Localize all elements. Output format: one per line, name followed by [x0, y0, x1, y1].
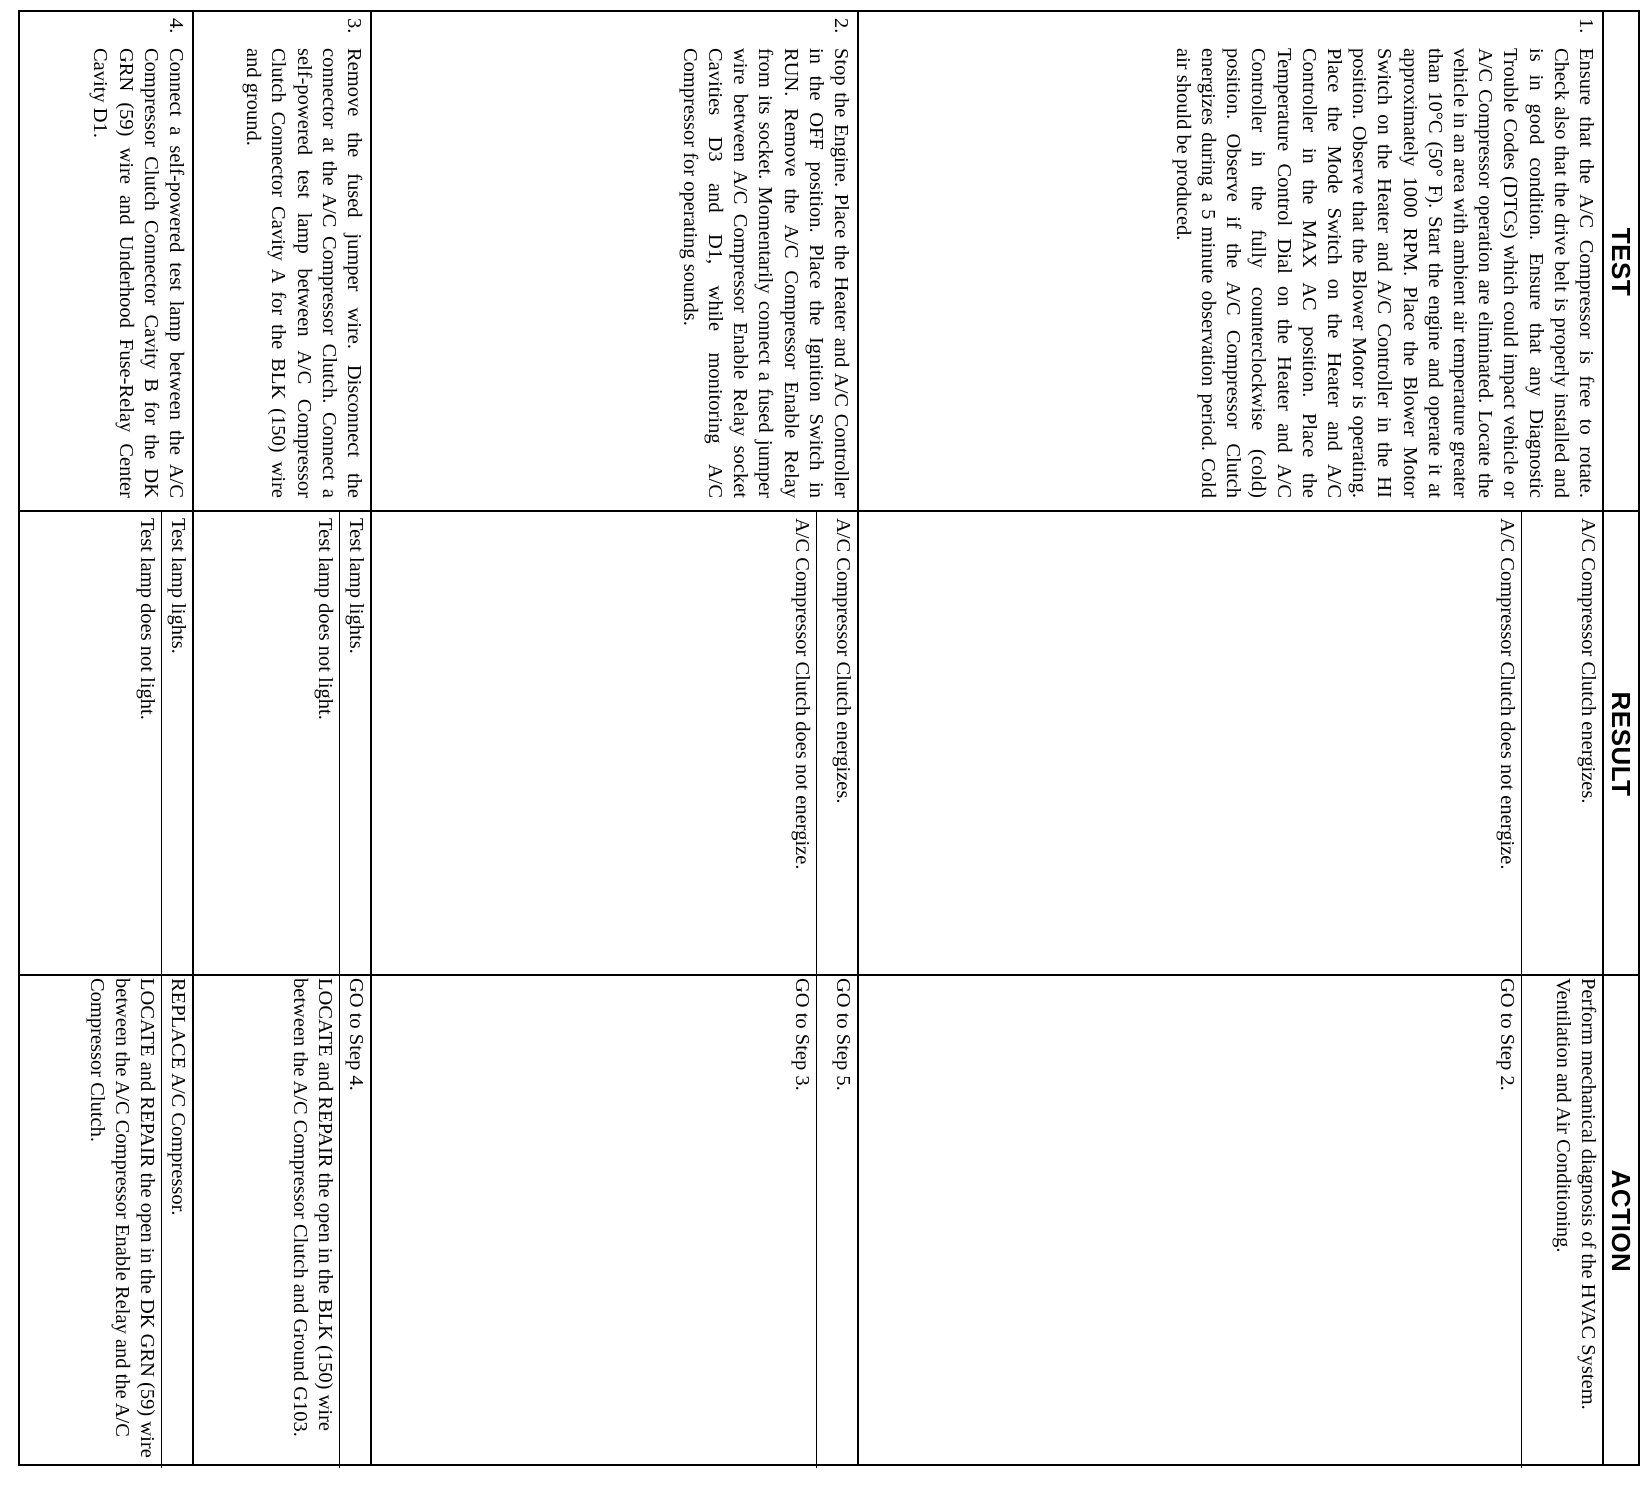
header-action: ACTION	[1606, 1169, 1636, 1273]
outcome-step-4-b	[18, 512, 162, 1468]
diagnostic-table	[18, 10, 1640, 1466]
outcome-step-3-a	[340, 512, 370, 1468]
outcome-step-1-a	[1522, 512, 1602, 1468]
action-text: GO to Step 4.	[345, 978, 367, 1091]
result-text: Test lamp does not light.	[136, 518, 158, 720]
result-text: A/C Compressor Clutch energizes.	[1577, 518, 1599, 804]
test-text-step-4	[87, 18, 188, 498]
step-number: 1.	[1575, 18, 1597, 34]
table-header-row	[1602, 12, 1638, 1464]
outcome-step-2-b	[370, 512, 817, 1468]
test-text-step-2	[677, 18, 853, 498]
test-instructions: Stop the Engine. Place the Heater and A/C Controller in the OFF position. Place the Ignition Switch in RUN. Remove the A/C Compressor Enable Relay from its socket. Momentarily connect a fused jumper wire between A/C Compressor Enable Relay socket Cavities D3 and D1, while monitoring A/C Compressor for operating sounds.	[678, 48, 852, 498]
result-text: A/C Compressor Clutch does not energize.	[791, 518, 813, 870]
test-instructions: Remove the fused jumper wire. Disconnect the connector at the A/C Compressor Clutch. Connect a self-powered test lamp between A/C Compressor Clutch Connector Cavity A for the BLK (150) wire and ground.	[242, 48, 365, 498]
test-text-step-1	[1170, 18, 1598, 498]
test-instructions: Connect a self-powered test lamp between the A/C Compressor Clutch Connector Cavity B for the DK GRN (59) wire and Underhood Fuse-Relay Center Cavity D1.	[89, 48, 187, 498]
outcome-step-4-a	[162, 512, 192, 1468]
outcome-step-3-b	[192, 512, 340, 1468]
result-text: A/C Compressor Clutch energizes.	[832, 518, 854, 804]
step-number: 3.	[343, 18, 365, 34]
result-text: Test lamp does not light.	[314, 518, 336, 720]
rotated-page	[10, 10, 1640, 1478]
table-row-step-2	[370, 12, 857, 1464]
action-text: LOCATE and REPAIR the open in the DK GRN (59) wire between the A/C Compressor Enable Relay and the A/C Compressor Clutch.	[85, 978, 158, 1458]
table-row-step-4	[18, 12, 192, 1464]
table-row-step-1	[857, 12, 1602, 1464]
result-text: A/C Compressor Clutch does not energize.	[1496, 518, 1518, 870]
action-text: GO to Step 5.	[832, 978, 854, 1091]
action-text: GO to Step 2.	[1496, 978, 1518, 1091]
header-result: RESULT	[1606, 691, 1636, 797]
outcome-step-1-b	[857, 512, 1522, 1468]
result-text: Test lamp lights.	[167, 518, 189, 654]
outcome-step-2-a	[817, 512, 857, 1468]
result-text: Test lamp lights.	[345, 518, 367, 654]
action-text: Perform mechanical diagnosis of the HVAC System. Ventilation and Air Conditioning.	[1551, 978, 1599, 1410]
test-instructions: Ensure that the A/C Compressor is free to rotate. Check also that the drive belt is properly installed and is in good condition. Ensure that any Diagnostic Trouble Codes (DTCs) which could impact vehicle or A/C Compressor operation are eliminated. Locate the vehicle in an area with ambient air temperature greater than 10°C (50° F). Start the engine and operate it at approximately 1000 RPM. Place the Blower Motor Switch on the Heater and A/C Controller in the HI position. Observe that the Blower Motor is operating. Place the Mode Switch on the Heater and A/C Controller in the MAX AC position. Place the Temperature Control Dial on the Heater and A/C Controller in the fully counterclockwise (cold) position. Observe if the A/C Compressor Clutch energizes during a 5 minute observation period. Cold air should be produced.	[1171, 48, 1597, 498]
action-text: GO to Step 3.	[791, 978, 813, 1091]
header-test: TEST	[1606, 227, 1636, 297]
action-text: REPLACE A/C Compressor.	[167, 978, 189, 1216]
test-text-step-3	[240, 18, 366, 498]
table-row-step-3	[192, 12, 370, 1464]
step-number: 4.	[165, 18, 187, 34]
action-text: LOCATE and REPAIR the open in the BLK (150) wire between the A/C Compressor Clutch and Ground G103.	[288, 978, 336, 1437]
step-number: 2.	[830, 18, 852, 34]
